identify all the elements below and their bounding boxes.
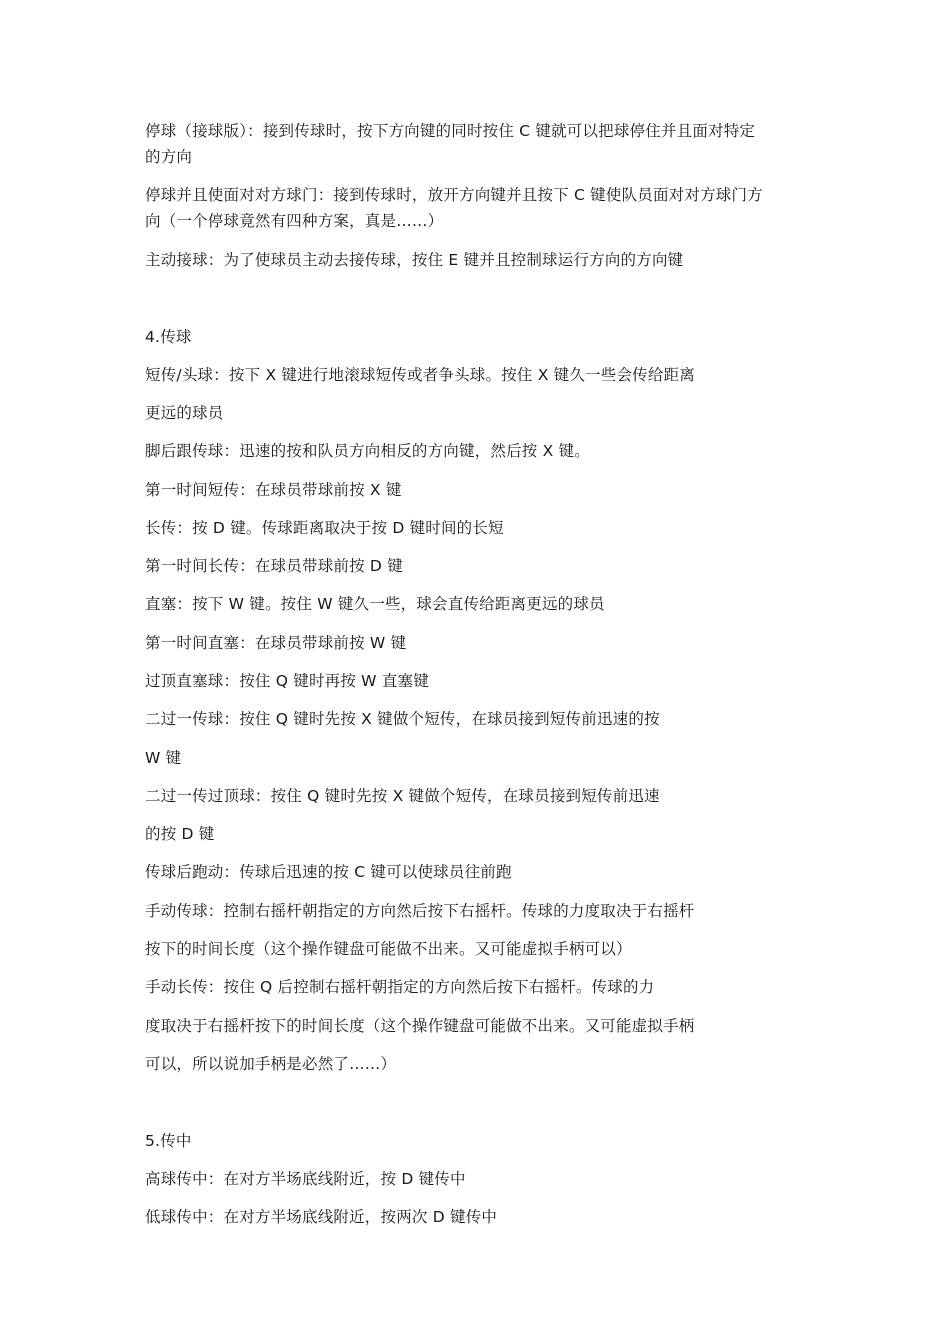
section-heading-crossing: 5.传中 <box>145 1132 192 1150</box>
text-line-through-ball: 直塞：按下 W 键。按住 W 键久一些，球会直传给距离更远的球员 <box>145 595 605 613</box>
text-line-stop-ball-cont: 的方向 <box>145 148 193 166</box>
text-line-manual-long-cont: 度取决于右摇杆按下的时间长度（这个操作键盘可能做不出来。又可能虚拟手柄 <box>145 1017 695 1035</box>
text-line-manual-pass: 手动传球：控制右摇杆朝指定的方向然后按下右摇杆。传球的力度取决于右摇杆 <box>145 902 695 920</box>
text-line-first-time-long: 第一时间长传：在球员带球前按 D 键 <box>145 557 403 575</box>
text-line-stop-face-goal: 停球并且使面对对方球门：接到传球时，放开方向键并且按下 C 键使队员面对对方球门方 <box>145 186 763 204</box>
text-line-stop-ball: 停球（接球版）：接到传球时，按下方向键的同时按住 C 键就可以把球停住并且面对特定 <box>145 122 756 140</box>
text-line-first-time-short: 第一时间短传：在球员带球前按 X 键 <box>145 481 402 499</box>
text-line-active-receive: 主动接球：为了使球员主动去接传球，按住 E 键并且控制球运行方向的方向键 <box>145 251 684 269</box>
text-line-stop-face-goal-cont: 向（一个停球竟然有四种方案，真是……） <box>145 212 444 230</box>
text-line-heel-pass: 脚后跟传球：迅速的按和队员方向相反的方向键，然后按 X 键。 <box>145 442 590 460</box>
text-line-long-pass: 长传：按 D 键。传球距离取决于按 D 键时间的长短 <box>145 519 504 537</box>
text-line-one-two: 二过一传球：按住 Q 键时先按 X 键做个短传，在球员接到短传前迅速的按 <box>145 710 660 728</box>
text-line-one-two-lofted: 二过一传过顶球：按住 Q 键时先按 X 键做个短传，在球员接到短传前迅速 <box>145 787 660 805</box>
text-line-lofted-through: 过顶直塞球：按住 Q 键时再按 W 直塞键 <box>145 672 429 690</box>
text-line-high-cross: 高球传中：在对方半场底线附近，按 D 键传中 <box>145 1170 466 1188</box>
text-line-one-two-lofted-cont: 的按 D 键 <box>145 825 215 843</box>
text-line-low-cross: 低球传中：在对方半场底线附近，按两次 D 键传中 <box>145 1208 498 1226</box>
text-line-manual-long: 手动长传：按住 Q 后控制右摇杆朝指定的方向然后按下右摇杆。传球的力 <box>145 978 655 996</box>
section-heading-passing: 4.传球 <box>145 328 192 346</box>
text-line-manual-long-cont2: 可以，所以说加手柄是必然了……） <box>145 1055 397 1073</box>
text-line-short-pass: 短传/头球：按下 X 键进行地滚球短传或者争头球。按住 X 键久一些会传给距离 <box>145 366 695 384</box>
text-line-pass-and-run: 传球后跑动：传球后迅速的按 C 键可以使球员往前跑 <box>145 863 512 881</box>
text-line-one-two-cont: W 键 <box>145 749 182 767</box>
text-line-short-pass-cont: 更远的球员 <box>145 404 224 422</box>
text-line-manual-pass-cont: 按下的时间长度（这个操作键盘可能做不出来。又可能虚拟手柄可以） <box>145 940 632 958</box>
text-line-first-time-through: 第一时间直塞：在球员带球前按 W 键 <box>145 634 407 652</box>
